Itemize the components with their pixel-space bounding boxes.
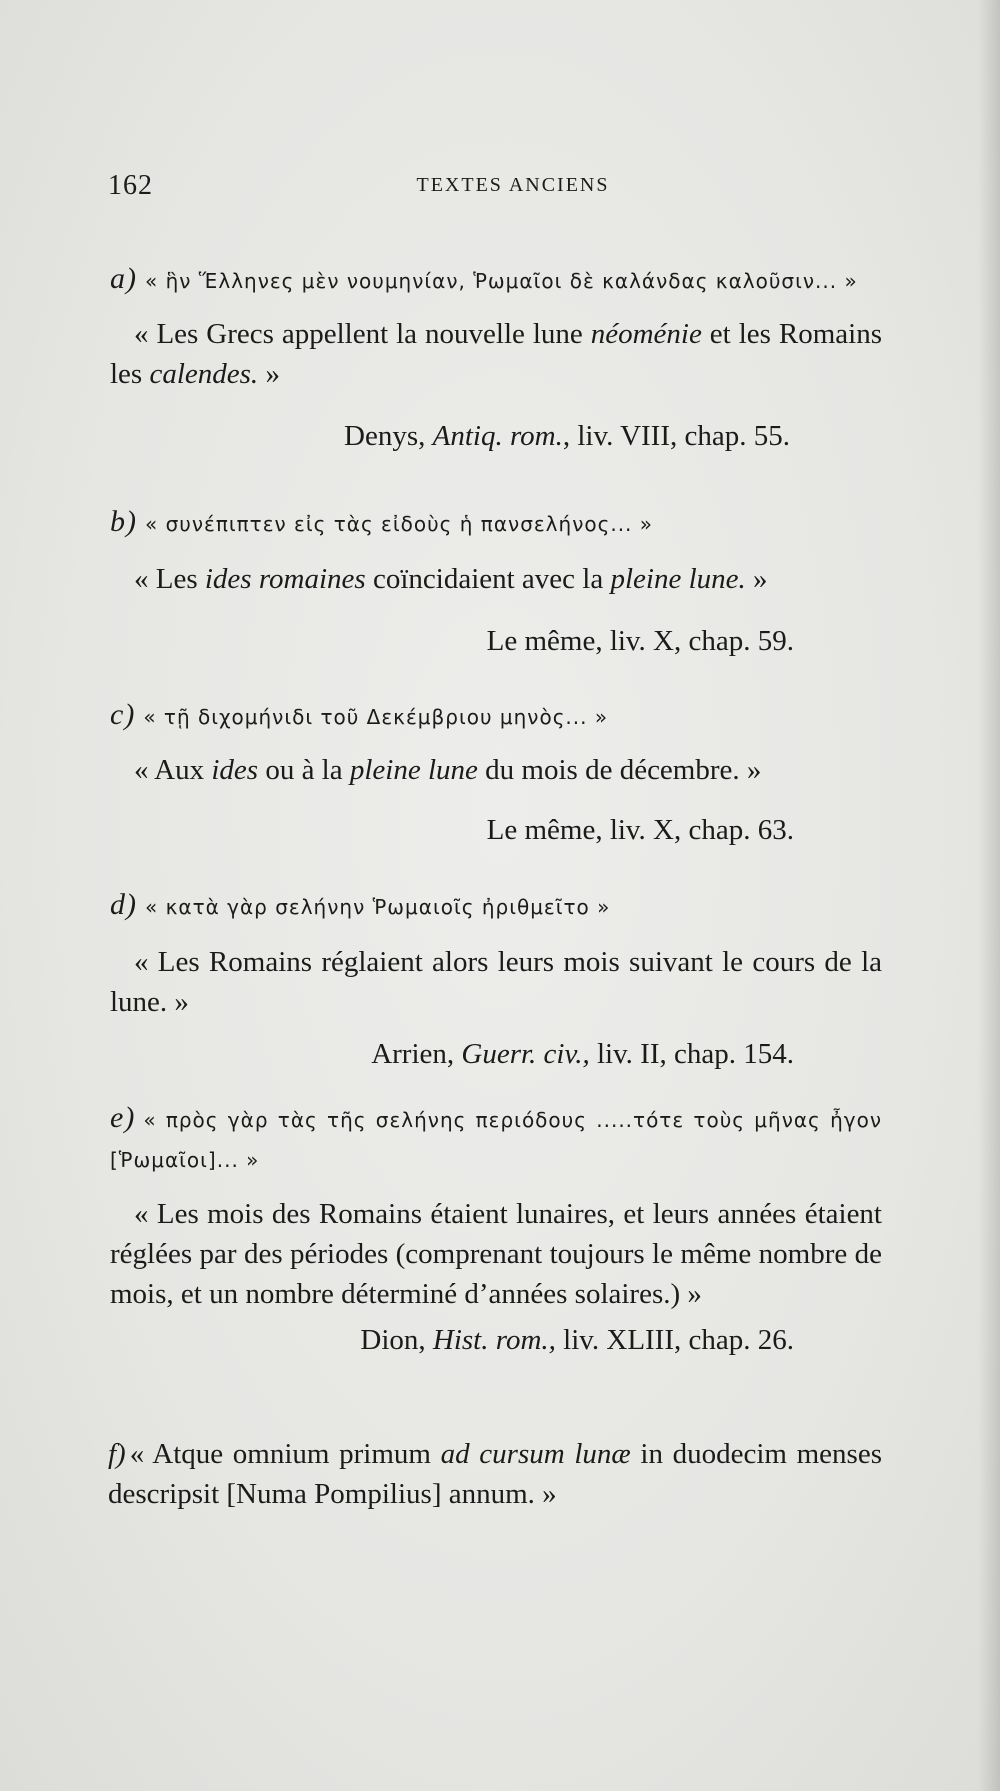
translation-text: et les Romains les [110, 318, 882, 390]
greek-quote [110, 505, 882, 539]
citation-author: Arrien, [371, 1038, 462, 1070]
french-translation: « Les Romains réglaient alors leurs mois suivant le cours de la lune. » [110, 946, 882, 1018]
translation-text: ou à la [258, 754, 350, 786]
greek-text: « τῇ διχομήνιδι τοῦ Δεκέμβριου μηνὸς... » [143, 705, 609, 729]
translation-italic: ides [211, 754, 259, 786]
translation-text: « Aux [134, 754, 212, 786]
citation-location: , liv. VIII, chap. 55. [562, 420, 790, 452]
greek-text: « πρὸς γὰρ τὰς τῆς σελήνης περιόδους .....τότε τοὺς μῆνας ἦγον [Ῥωμαῖοι]... » [110, 1108, 882, 1172]
citation-location: liv. II, chap. 154. [589, 1038, 794, 1070]
translation-italic: calendes. [149, 358, 259, 390]
entry-label: a) [110, 262, 137, 295]
citation-author: Denys, [344, 420, 433, 452]
french-translation: « Les mois des Romains étaient lunaires, et leurs années étaient réglées par des périodes (comprenant toujours le même nombre de mois, et un nombre déterminé d’années solaires.) » [110, 1198, 882, 1310]
entry-f [108, 1434, 882, 1514]
citation [110, 1038, 882, 1071]
latin-italic: ad cursum lunæ [440, 1438, 631, 1470]
citation-work: Hist. rom., [432, 1324, 556, 1356]
greek-text: « ἣν Ἕλληνες μὲν νουμηνίαν, Ῥωμαῖοι δὲ καλάνδας καλοῦσιν... » [145, 269, 858, 293]
french-translation [110, 559, 882, 599]
citation-location: liv. XLIII, chap. 26. [555, 1324, 794, 1356]
entry-e [110, 1098, 882, 1357]
greek-quote [110, 262, 882, 296]
translation-text: du mois de décembre. » [477, 754, 762, 786]
french-translation [110, 314, 882, 394]
greek-text: « συνέπιπτεν εἰς τὰς εἰδοὺς ἡ πανσελήνος... » [145, 512, 654, 536]
translation-italic: pleine lune. [610, 563, 746, 595]
page-header [108, 170, 888, 210]
latin-text: « Atque omnium primum [129, 1438, 441, 1470]
entry-label: f) [108, 1438, 126, 1470]
translation-text: « Les Grecs appellent la nouvelle lune [134, 318, 591, 350]
translation-text: « Les [134, 563, 205, 595]
running-title: TEXTES ANCIENS [416, 174, 610, 196]
citation-work: Guerr. civ., [461, 1038, 590, 1070]
page-edge-shadow [978, 0, 1000, 1791]
citation [110, 420, 882, 453]
entry-d [110, 888, 882, 1071]
translation-italic: néoménie [590, 318, 702, 350]
entry-c [110, 698, 882, 847]
translation-text: coïncidaient avec la [365, 563, 611, 595]
citation-author: Dion, [360, 1324, 433, 1356]
latin-text: in duodecim menses descripsit [Numa Pompilius] annum. » [108, 1438, 882, 1510]
citation [110, 1324, 882, 1357]
french-translation [110, 750, 882, 790]
entry-label: b) [110, 505, 137, 538]
greek-quote [110, 698, 882, 732]
entry-label: d) [110, 888, 137, 921]
translation-text: » [745, 563, 768, 595]
translation-italic: pleine lune [349, 754, 478, 786]
entry-a [110, 262, 882, 453]
greek-text: « κατὰ γὰρ σελήνην Ῥωμαιοῖς ἠριθμεῖτο » [145, 895, 611, 919]
greek-quote [110, 1098, 882, 1180]
citation-work: Antiq. rom. [432, 420, 563, 452]
citation: Le même, liv. X, chap. 63. [486, 814, 794, 846]
greek-quote [110, 888, 882, 922]
entry-label: e) [110, 1101, 136, 1134]
citation: Le même, liv. X, chap. 59. [486, 625, 794, 657]
page-number: 162 [108, 170, 153, 201]
translation-italic: ides romaines [204, 563, 366, 595]
translation-text: » [258, 358, 280, 390]
entry-b [110, 505, 882, 658]
entry-label: c) [110, 698, 136, 731]
